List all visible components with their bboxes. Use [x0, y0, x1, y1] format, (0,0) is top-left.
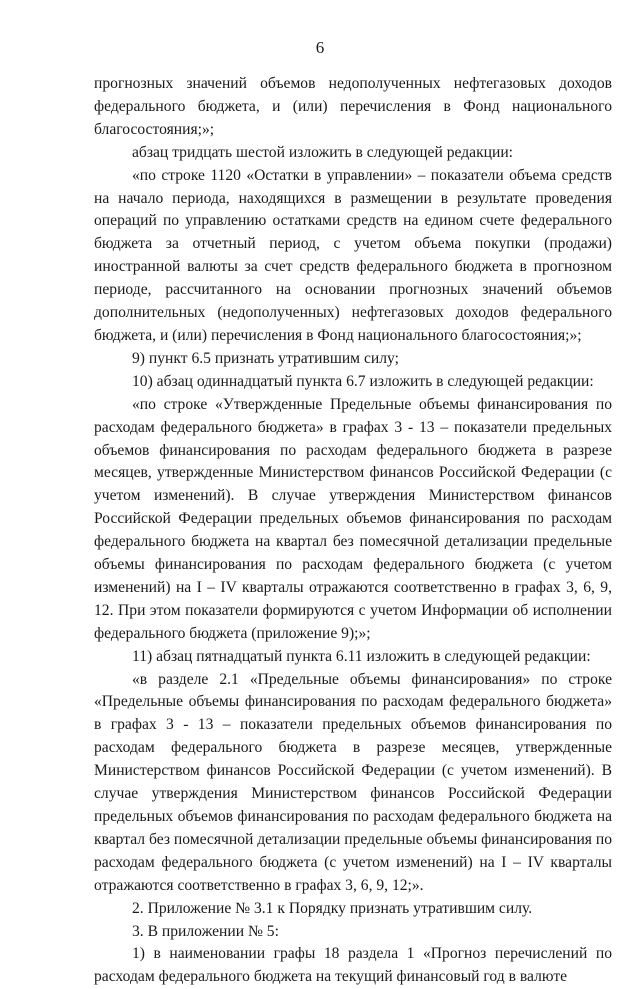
paragraph: 9) пункт 6.5 признать утратившим силу;: [132, 349, 399, 367]
page-number: 6: [315, 38, 325, 57]
paragraph: 3. В приложении № 5:: [132, 922, 279, 940]
paragraph-continuation: прогнозных значений объемов недополученных нефтегазовых доходов федерального бюджета, и (или) перечисления в Фонд национального благосостояния;»;: [94, 75, 612, 138]
paragraph: абзац тридцать шестой изложить в следующей редакции:: [132, 143, 514, 161]
paragraph: «в разделе 2.1 «Предельные объемы финансирования» по строке «Предельные объемы финансирования по расходам федерального бюджета» в графах 3 - 13 – показатели предельных объемов финансирования по расходам федерального бюджета в разрезе месяцев, утвержденные Министерством финансов Российской Федерации (с учетом изменений). В случае утверждения Министерством финансов Российской Федерации предельных объемов финансирования по расходам федерального бюджета на квартал без помесячной детализации предельные объемы финансирования по расходам федерального бюджета (с учетом изменений) на I – IV кварталы отражаются соответственно в графах 3, 6, 9, 12;».: [94, 670, 613, 894]
paragraph: 2. Приложение № 3.1 к Порядку признать утратившим силу.: [132, 899, 533, 917]
paragraph: «по строке «Утвержденные Предельные объемы финансирования по расходам федерального бюджета» в графах 3 - 13 – показатели предельных объемов финансирования по расходам федерального бюджета в разрезе месяцев, утвержденные Министерством финансов Российской Федерации (с учетом изменений). В случае утверждения Министерством финансов Российской Федерации предельных объемов финансирования по расходам федерального бюджета на квартал без помесячной детализации предельные объемы финансирования по расходам федерального бюджета (с учетом изменений) на I – IV кварталы отражаются соответственно в графах 3, 6, 9, 12. При этом показатели формируются с учетом Информации об исполнении федерального бюджета (приложение 9);»;: [94, 395, 612, 642]
paragraph: «по строке 1120 «Остатки в управлении» – показатели объема средств на начало периода, находящихся в размещении в результате проведения операций по управлению остатками средств на едином счете федерального бюджета за отчетный период, с учетом объема покупки (продажи) иностранной валюты за счет средств федерального бюджета в прогнозном периоде, рассчитанного на основании прогнозных значений объемов дополнительных (недополученных) нефтегазовых доходов федерального бюджета, и (или) перечисления в Фонд национального благосостояния;»;: [94, 166, 612, 344]
paragraph: 10) абзац одиннадцатый пункта 6.7 изложить в следующей редакции:: [132, 372, 594, 390]
document-body: [94, 73, 612, 989]
paragraph: 1) в наименовании графы 18 раздела 1 «Прогноз перечислений по расходам федерального бюджета на текущий финансовый год в валюте: [94, 945, 612, 986]
paragraph: 11) абзац пятнадцатый пункта 6.11 изложить в следующей редакции:: [132, 647, 591, 665]
